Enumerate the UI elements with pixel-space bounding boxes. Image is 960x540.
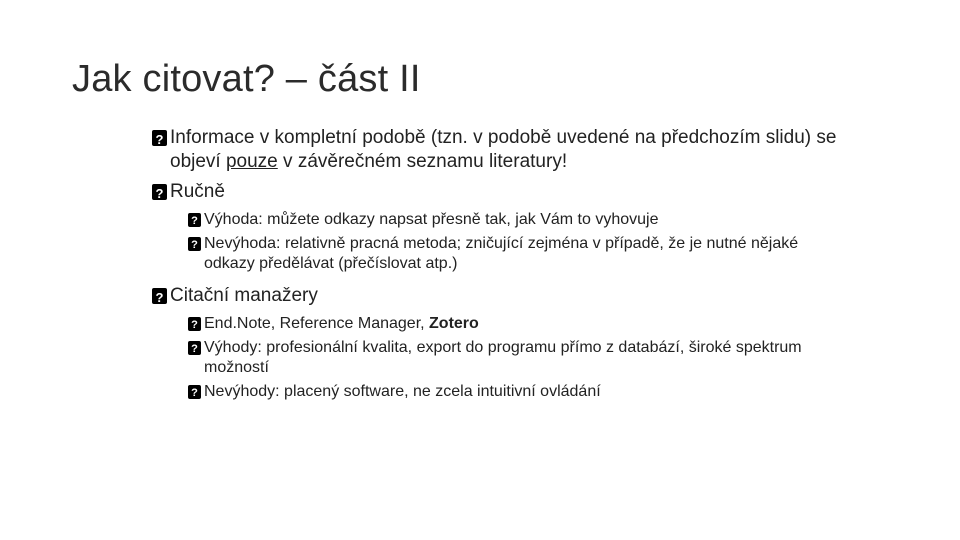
sub-item-text: Nevýhody: placený software, ne zcela intuitivní ovládání xyxy=(204,383,601,400)
sub-bullet-advantage xyxy=(188,210,852,230)
item-text-after: v závěrečném seznamu literatury! xyxy=(277,151,568,172)
sub-item-text: Výhody: profesionální kvalita, export do programu přímo z databází, široké spektrum možností xyxy=(204,339,802,376)
bullet-icon xyxy=(152,184,167,200)
sub-bullet-advantages xyxy=(188,338,852,378)
bullet-icon xyxy=(188,237,201,251)
bullet-item-manual xyxy=(152,180,852,204)
sub-item-bold: Zotero xyxy=(429,315,479,332)
bullet-icon xyxy=(188,213,201,227)
bullet-icon xyxy=(188,385,201,399)
item-label: Ručně xyxy=(170,181,225,202)
sub-bullet-disadvantage xyxy=(188,234,852,274)
sub-item-text: Výhoda: můžete odkazy napsat přesně tak, jak Vám to vyhovuje xyxy=(204,211,659,228)
item-text-before: Informace v kompletní podobě (tzn. v podobě uvedené na předchozím slidu) se objeví xyxy=(170,127,837,172)
sub-bullet-disadvantages xyxy=(188,382,852,402)
bullet-item-complete-info xyxy=(152,126,852,174)
sub-item-text: End.Note, Reference Manager, xyxy=(204,315,430,332)
item-text-underlined: pouze xyxy=(225,151,278,172)
slide-content xyxy=(152,126,852,406)
bullet-icon xyxy=(188,341,201,355)
bullet-icon xyxy=(152,130,167,146)
slide-title: Jak citovat? – část II xyxy=(72,58,421,100)
bullet-item-citation-managers xyxy=(152,284,852,308)
sub-bullet-tools xyxy=(188,314,852,334)
bullet-icon xyxy=(188,317,201,331)
sub-item-text: Nevýhoda: relativně pracná metoda; zničující zejména v případě, že je nutné nějaké odkazy předělávat (přečíslovat atp.) xyxy=(204,235,799,272)
bullet-icon xyxy=(152,288,167,304)
item-label: Citační manažery xyxy=(170,285,318,306)
